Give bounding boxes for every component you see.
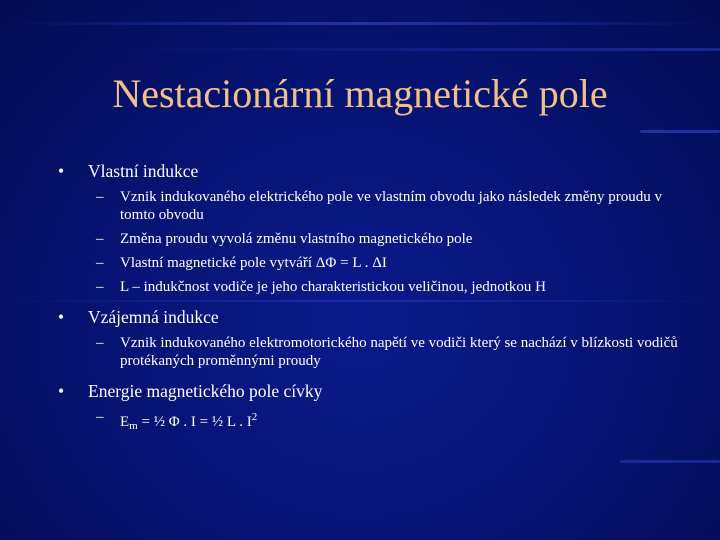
sub-item: – Vznik indukovaného elektrického pole ve vlastním obvodu jako následek změny proudu v tomto obvodu — [96, 189, 662, 223]
bullet-dot-icon: • — [58, 381, 65, 401]
dash-icon: – — [96, 231, 104, 247]
bullet-mutual-induction — [58, 306, 698, 328]
bullet-dot-icon: • — [58, 161, 65, 181]
heading-coil-energy: Energie magnetického pole cívky — [88, 381, 323, 401]
heading-self-induction: Vlastní indukce — [88, 161, 199, 181]
dash-icon: – — [96, 335, 104, 351]
slide-title: Nestacionární magnetické pole — [112, 71, 608, 116]
dash-icon: – — [96, 409, 104, 425]
sub-item: – Změna proudu vyvolá změnu vlastního magnetického pole — [96, 231, 473, 247]
bullet-dot-icon: • — [58, 307, 65, 327]
sub-item: – L – indukčnost vodiče je jeho charakteristickou veličinou, jednotkou H — [96, 279, 546, 295]
bullet-coil-energy — [58, 380, 698, 402]
sub-item: – Vznik indukovaného elektromotorického napětí ve vodiči který se nachází v blízkosti vodičů protékaných proměnnými proudy — [96, 335, 678, 369]
dash-icon: – — [96, 255, 104, 271]
slide-content — [58, 160, 698, 441]
dash-icon: – — [96, 189, 104, 205]
sub-item: – Vlastní magnetické pole vytváří ΔΦ = L . ΔI — [96, 255, 387, 271]
dash-icon: – — [96, 279, 104, 295]
bullet-self-induction — [58, 160, 698, 182]
heading-mutual-induction: Vzájemná indukce — [88, 307, 219, 327]
energy-formula: – $E_m$ = ½ Φ . I = ½ L . $I^2$ — [96, 409, 258, 432]
